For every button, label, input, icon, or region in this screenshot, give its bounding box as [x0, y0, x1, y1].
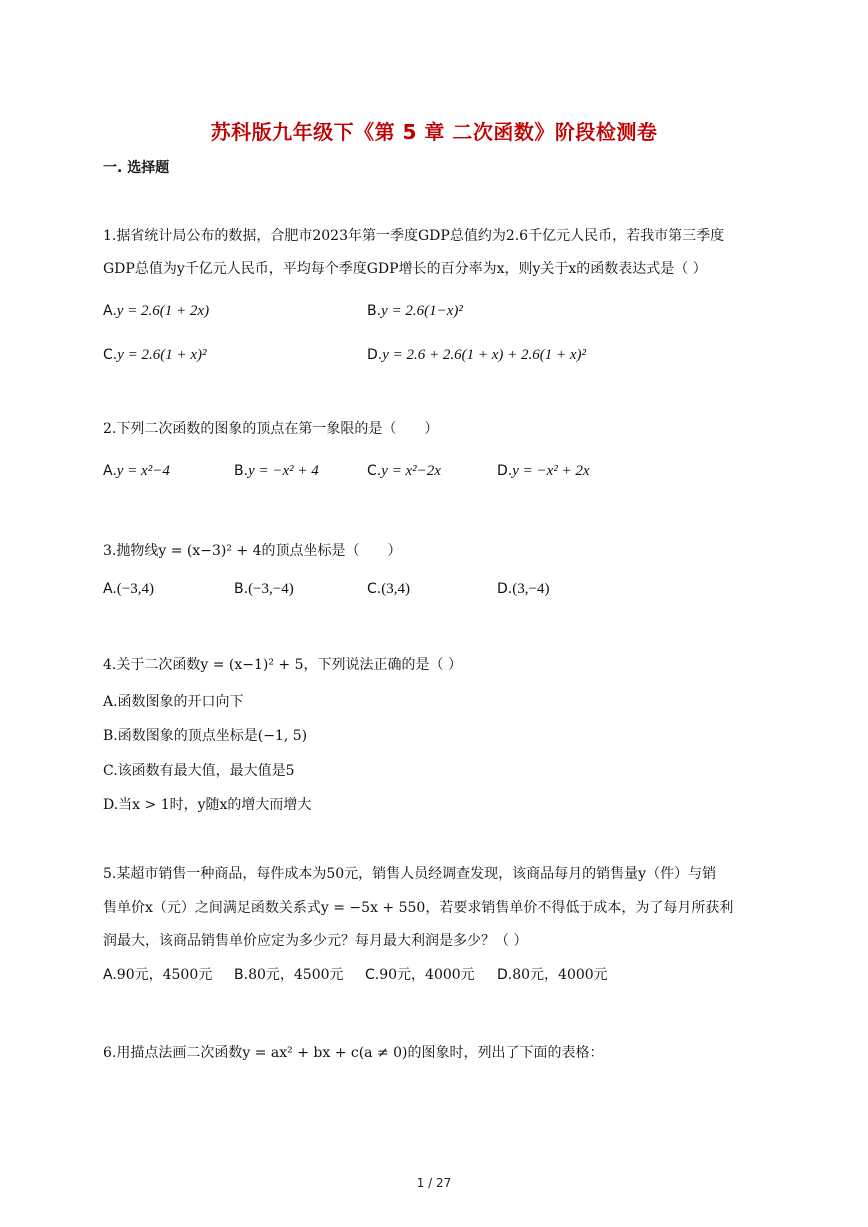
q2-option-a[interactable]: [103, 462, 170, 480]
option-label: C.: [365, 967, 380, 983]
option-label: C.: [103, 347, 118, 363]
q1-option-d[interactable]: [367, 346, 586, 364]
q1-option-a[interactable]: [103, 302, 209, 320]
option-label: C.: [367, 463, 382, 479]
option-label: A.: [103, 463, 117, 479]
option-expression: y = x²−4: [116, 463, 170, 479]
q5-option-a[interactable]: [103, 966, 212, 984]
option-label: D.: [497, 967, 513, 983]
option-expression: (3,4): [381, 581, 410, 597]
option-label: A.: [103, 581, 117, 597]
q3-option-a[interactable]: [103, 580, 154, 598]
option-expression: 80元，4000元: [512, 967, 608, 983]
q1-option-c[interactable]: [103, 346, 207, 364]
option-label: D.: [497, 581, 513, 597]
option-expression: 80元，4500元: [248, 967, 344, 983]
option-expression: y = 2.6(1 + x)²: [117, 347, 207, 363]
q3-option-d[interactable]: [497, 580, 549, 598]
q1-stem-line-2: GDP总值为y千亿元人民币，平均每个季度GDP增长的百分率为x，则y关于x的函数表达式是（ ）: [103, 261, 707, 277]
option-label: B.: [234, 967, 249, 983]
option-expression: 90元，4500元: [116, 967, 213, 983]
option-expression: y = −x² + 4: [248, 463, 319, 479]
q5-stem-line-2: 售单价x（元）之间满足函数关系式y = −5x + 550，若要求销售单价不得低于成本，为了每月所获利: [103, 900, 734, 916]
q2-stem: 2.下列二次函数的图象的顶点在第一象限的是（ ）: [103, 421, 439, 437]
option-label: A.: [103, 303, 117, 319]
q1-option-b[interactable]: [367, 302, 463, 320]
option-expression: (−3,−4): [248, 581, 294, 597]
q4-option-c[interactable]: C.该函数有最大值，最大值是5: [103, 763, 295, 779]
option-label: B.: [234, 581, 249, 597]
option-expression: (3,−4): [512, 581, 550, 597]
option-label: B.: [367, 303, 382, 319]
option-label: D.: [497, 463, 513, 479]
option-expression: y = 2.6 + 2.6(1 + x) + 2.6(1 + x)²: [382, 347, 587, 363]
q3-option-c[interactable]: [367, 580, 410, 598]
option-expression: 90元，4000元: [379, 967, 475, 983]
q5-option-d[interactable]: [497, 966, 608, 984]
q2-option-c[interactable]: [367, 462, 441, 480]
q3-option-b[interactable]: [234, 580, 294, 598]
option-label: A.: [103, 967, 117, 983]
q5-stem-line-3: 润最大，该商品销售单价应定为多少元？每月最大利润是多少？（ ）: [103, 933, 528, 949]
option-expression: y = x²−2x: [381, 463, 441, 479]
q3-stem: 3.抛物线y = (x−3)² + 4的顶点坐标是（ ）: [103, 543, 402, 559]
option-label: C.: [367, 581, 382, 597]
option-expression: y = 2.6(1−x)²: [381, 303, 463, 319]
q2-option-d[interactable]: [497, 462, 590, 480]
option-expression: (−3,4): [116, 581, 154, 597]
q4-option-d[interactable]: D.当x > 1时，y随x的增大而增大: [103, 797, 312, 813]
document-title: 苏科版九年级下《第 5 章 二次函数》阶段检测卷: [210, 120, 658, 144]
option-label: D.: [367, 347, 383, 363]
q4-option-a[interactable]: A.函数图象的开口向下: [103, 694, 244, 710]
q5-option-b[interactable]: [234, 966, 344, 984]
option-expression: y = −x² + 2x: [512, 463, 590, 479]
q5-stem-line-1: 5.某超市销售一种商品，每件成本为50元，销售人员经调查发现，该商品每月的销售量y（件）与销: [103, 866, 717, 882]
q5-option-c[interactable]: [365, 966, 475, 984]
q2-option-b[interactable]: [234, 462, 319, 480]
q4-stem: 4.关于二次函数y = (x−1)² + 5，下列说法正确的是（ ）: [103, 657, 462, 673]
q6-stem: 6.用描点法画二次函数y = ax² + bx + c(a ≠ 0)的图象时，列出了下面的表格：: [103, 1045, 604, 1061]
option-expression: y = 2.6(1 + 2x): [116, 303, 210, 319]
q1-stem-line-1: 1.据省统计局公布的数据，合肥市2023年第一季度GDP总值约为2.6千亿元人民币，若我市第三季度: [103, 228, 725, 244]
page-number: 1 / 27: [416, 1176, 452, 1190]
option-label: B.: [234, 463, 249, 479]
q4-option-b[interactable]: B.函数图象的顶点坐标是(−1, 5): [103, 728, 308, 744]
section-heading: 一. 选择题: [103, 160, 170, 176]
